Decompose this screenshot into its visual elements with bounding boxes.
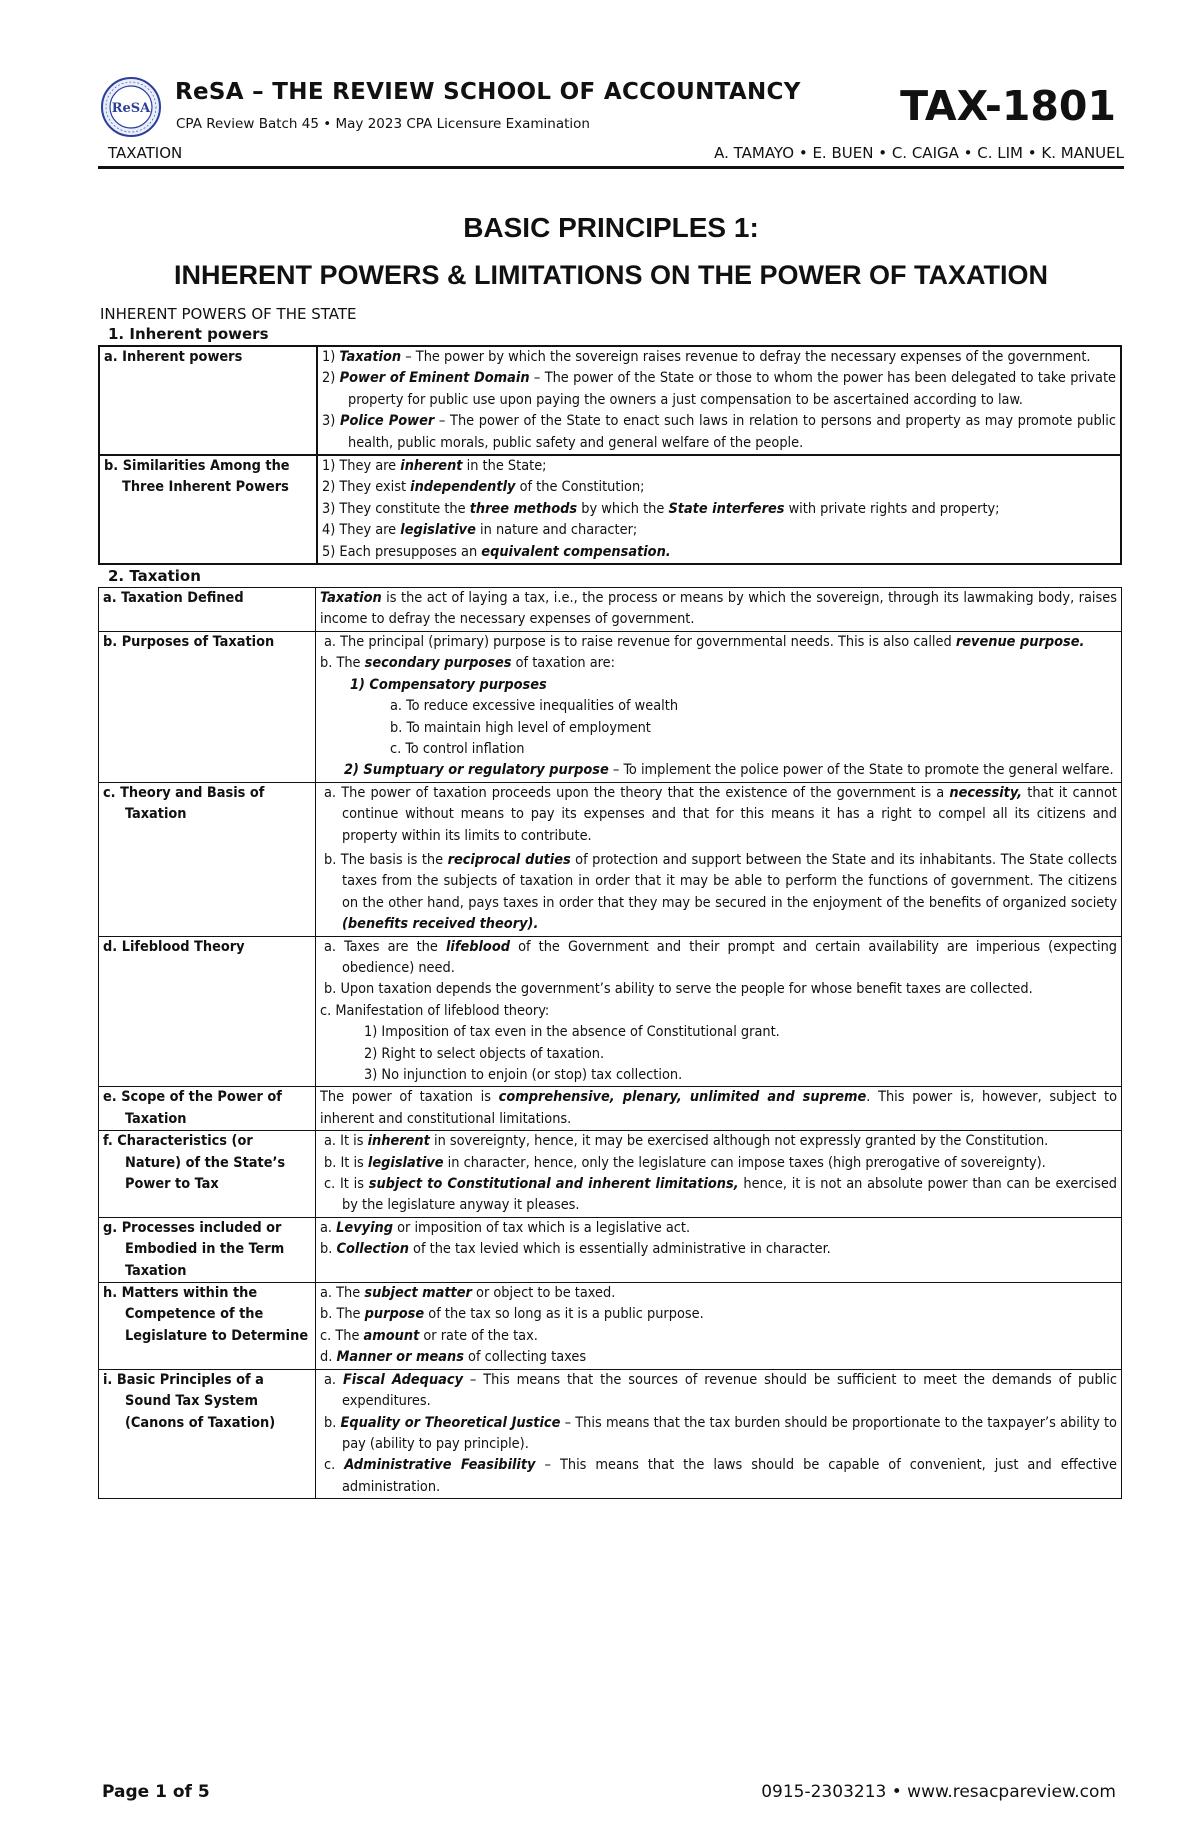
table-row [99, 1369, 1122, 1498]
row-label: b. Purposes of Taxation [99, 631, 316, 782]
contact-info: 0915-2303213 • www.resacpareview.com [761, 1782, 1116, 1802]
school-name: ReSA – THE REVIEW SCHOOL OF ACCOUNTANCY [175, 79, 801, 105]
page-title: BASIC PRINCIPLES 1: [463, 212, 759, 243]
row-content: a. It is inherent in sovereignty, hence, it may be exercised although not expressly granted by the Constitution. b. It is legislative in character, hence, only the legislature can impose taxes (high prerogative of sovereignty). c. It is subject to Constitutional and inherent limitations, hence, it is not an absolute power than can be exercised by the legislature anyway it pleases. [316, 1131, 1122, 1218]
row-label: c. Theory and Basis of Taxation [99, 782, 316, 936]
section-heading: INHERENT POWERS OF THE STATE [100, 305, 357, 323]
row-label: a. Inherent powers [99, 346, 317, 455]
row-content: a. Fiscal Adequacy – This means that the sources of revenue should be sufficient to meet the demands of public expenditures. b. Equality or Theoretical Justice – This means that the tax burden should be proportionate to the taxpayer’s ability to pay (ability to pay principle). c. Administrative Feasibility – This means that the laws should be capable of convenient, just and effective administration. [316, 1369, 1122, 1498]
row-content: a. Taxes are the lifeblood of the Government and their prompt and certain availability are imperious (expecting obedience) need. b. Upon taxation depends the government’s ability to serve the people for whose benefit taxes are collected. c. Manifestation of lifeblood theory: 1) Imposition of tax even in the absence of Constitutional grant. 2) Right to select objects of taxation. 3) No injunction to enjoin (or stop) tax collection. [316, 936, 1122, 1087]
row-label: d. Lifeblood Theory [99, 936, 316, 1087]
row-content: Taxation is the act of laying a tax, i.e., the process or means by which the sovereign, through its lawmaking body, raises income to defray the necessary expenses of government. [316, 588, 1122, 632]
page-subtitle: INHERENT POWERS & LIMITATIONS ON THE POWER OF TAXATION [174, 260, 1048, 290]
row-content: 1) Taxation – The power by which the sovereign raises revenue to defray the necessary expenses of the government. 2) Power of Eminent Domain – The power of the State or those to whom the power has been delegated to take private property for public use upon paying the owners a just compensation to be ascertained according to law. 3) Police Power – The power of the State to enact such laws in relation to persons and property as may promote public health, public morals, public safety and general welfare of the people. [317, 346, 1121, 455]
table-row [99, 782, 1122, 936]
table-row [99, 631, 1122, 782]
row-label: f. Characteristics (or Nature) of the State’s Power to Tax [99, 1131, 316, 1218]
authors: A. TAMAYO • E. BUEN • C. CAIGA • C. LIM • K. MANUEL [714, 144, 1124, 162]
document-page [98, 72, 1124, 1499]
subject-label: TAXATION [108, 144, 183, 162]
seal-text: ReSA [111, 101, 151, 116]
row-content: a. The principal (primary) purpose is to raise revenue for governmental needs. This is also called revenue purpose. b. The secondary purposes of taxation are: 1) Compensatory purposes a. To reduce excessive inequalities of wealth b. To maintain high level of employment c. To control inflation 2) Sumptuary or regulatory purpose – To implement the police power of the State to promote the general welfare. [316, 631, 1122, 782]
row-content: a. The subject matter or object to be taxed. b. The purpose of the tax so long as it is a public purpose. c. The amount or rate of the tax. d. Manner or means of collecting taxes [316, 1283, 1122, 1370]
row-content: 1) They are inherent in the State; 2) They exist independently of the Constitution; 3) They constitute the three methods by which the State interferes with private rights and property; 4) They are legislative in nature and character; 5) Each presupposes an equivalent compensation. [317, 455, 1121, 564]
subsection-heading-taxation: 2. Taxation [108, 567, 201, 586]
subsection-heading-inherent: 1. Inherent powers [108, 325, 269, 343]
row-label: i. Basic Principles of a Sound Tax System (Canons of Taxation) [99, 1369, 316, 1498]
footer [102, 1782, 1122, 1808]
row-label: a. Taxation Defined [99, 588, 316, 632]
row-label: g. Processes included or Embodied in the Term Taxation [99, 1217, 316, 1282]
subject-bar [98, 144, 1124, 169]
table-row [99, 455, 1121, 564]
row-content: The power of taxation is comprehensive, plenary, unlimited and supreme. This power is, however, subject to inherent and constitutional limitations. [316, 1087, 1122, 1131]
table-row [99, 588, 1122, 632]
taxation-table [98, 587, 1122, 1499]
table-row [99, 936, 1122, 1087]
table-row [99, 1131, 1122, 1218]
row-content: a. The power of taxation proceeds upon the theory that the existence of the government is a necessity, that it cannot continue without means to pay its expenses and that for this means it has a right to compel all its citizens and property within its limits to contribute. b. The basis is the reciprocal duties of protection and support between the State and its inhabitants. The State collects taxes from the subjects of taxation in order that it may be able to perform the functions of government. The citizens on the other hand, pays taxes in order that they may be secured in the enjoyment of the benefits of organized society (benefits received theory). [316, 782, 1122, 936]
table-row [99, 346, 1121, 455]
header [98, 72, 1124, 142]
page-number: Page 1 of 5 [102, 1782, 210, 1802]
row-label: h. Matters within the Competence of the Legislature to Determine [99, 1283, 316, 1370]
row-label: e. Scope of the Power of Taxation [99, 1087, 316, 1131]
row-label: b. Similarities Among the Three Inherent Powers [99, 455, 317, 564]
table-row [99, 1217, 1122, 1282]
table-row [99, 1283, 1122, 1370]
table-row [99, 1087, 1122, 1131]
inherent-powers-table [98, 345, 1122, 565]
school-seal-logo [100, 76, 162, 138]
batch-info: CPA Review Batch 45 • May 2023 CPA Licensure Examination [176, 116, 590, 132]
course-code: TAX-1801 [900, 82, 1116, 130]
row-content: a. Levying or imposition of tax which is a legislative act. b. Collection of the tax levied which is essentially administrative in character. [316, 1217, 1122, 1282]
